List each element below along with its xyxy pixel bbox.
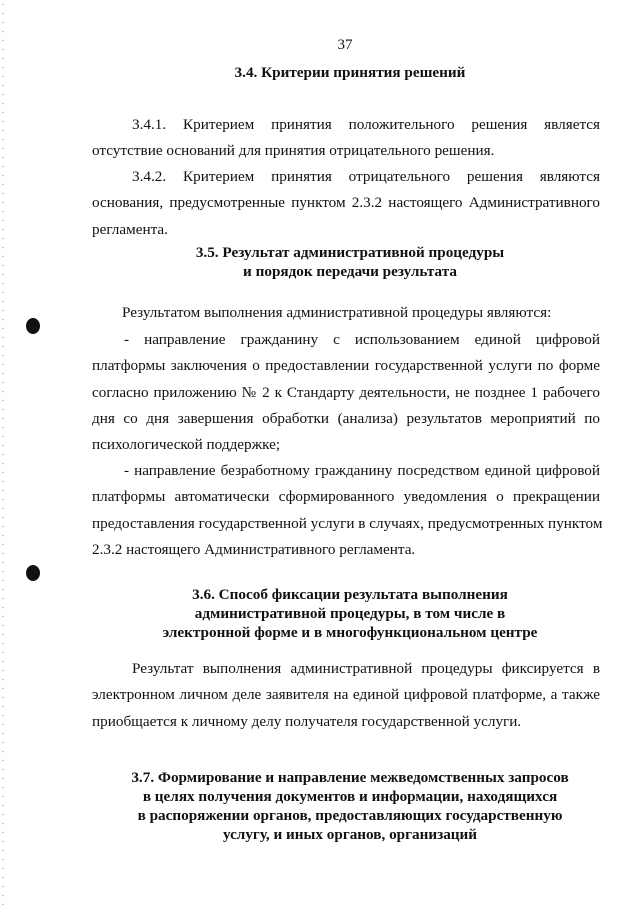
punch-hole xyxy=(26,565,40,581)
paragraph-line: согласно приложению № 2 к Стандарту деятельности, не позднее 1 рабочего xyxy=(92,383,600,401)
paragraph-line: приобщается к личному делу получателя государственной услуги. xyxy=(92,712,522,730)
section-3-4-2-paragraph xyxy=(92,164,600,243)
paragraph-line: 2.3.2 настоящего Административного регламента. xyxy=(92,540,416,558)
paragraph-line: платформы заключения о предоставлении государственной услуги по форме xyxy=(92,357,600,375)
section-3-5-heading xyxy=(0,243,640,281)
paragraph-line: Результат выполнения административной процедуры фиксируется в xyxy=(132,660,600,677)
paragraph-line: отсутствие оснований для принятия отрицательного решения. xyxy=(92,142,495,160)
section-3-5-item-2 xyxy=(92,458,603,563)
paragraph-line: - направление безработному гражданину посредством единой цифровой xyxy=(124,462,600,479)
section-3-4-heading xyxy=(0,63,640,82)
paragraph-line: 3.4.2. Критерием принятия отрицательного решения являются xyxy=(132,168,600,185)
heading-line: электронной форме и в многофункциональном центре xyxy=(162,624,538,641)
paragraph-line: Результатом выполнения административной процедуры являются: xyxy=(122,304,552,321)
heading-line: и порядок передачи результата xyxy=(243,263,457,280)
punch-hole xyxy=(26,318,40,334)
section-3-7-heading xyxy=(0,768,640,844)
heading-line: 3.6. Способ фиксации результата выполнения xyxy=(192,586,508,603)
section-3-6-heading xyxy=(0,585,640,642)
heading-line: в распоряжении органов, предоставляющих государственную xyxy=(137,807,563,824)
paragraph-line: электронном личном деле заявителя на единой цифровой платформе, а также xyxy=(92,686,600,704)
paragraph-line: психологической поддержке; xyxy=(92,436,281,454)
heading-line: административной процедуры, в том числе в xyxy=(194,605,506,622)
paragraph-line: основания, предусмотренные пунктом 2.3.2 настоящего Административного xyxy=(92,194,600,212)
heading-line: 3.4. Критерии принятия решений xyxy=(234,64,466,81)
heading-line: в целях получения документов и информации, находящихся xyxy=(142,788,558,805)
section-3-5-item-1 xyxy=(92,327,600,458)
paragraph-line: платформы автоматически сформированного уведомления о прекращении xyxy=(92,488,600,506)
paragraph-line: - направление гражданину с использованием единой цифровой xyxy=(124,331,600,348)
paragraph-line: дня со дня завершения обработки (анализа) результатов мероприятий по xyxy=(92,409,600,427)
paragraph-line: регламента. xyxy=(92,220,168,238)
page-number: 37 xyxy=(337,37,353,53)
section-3-5-intro xyxy=(92,300,600,326)
paragraph-line: предоставления государственной услуги в случаях, предусмотренных пунктом xyxy=(92,514,603,532)
heading-line: 3.7. Формирование и направление межведомственных запросов xyxy=(131,769,569,786)
heading-line: 3.5. Результат административной процедуры xyxy=(195,244,505,261)
heading-line: услугу, и иных органов, организаций xyxy=(222,826,478,843)
section-3-4-1-paragraph xyxy=(92,112,600,165)
paragraph-line: 3.4.1. Критерием принятия положительного решения является xyxy=(132,116,600,133)
section-3-6-paragraph xyxy=(92,656,600,735)
